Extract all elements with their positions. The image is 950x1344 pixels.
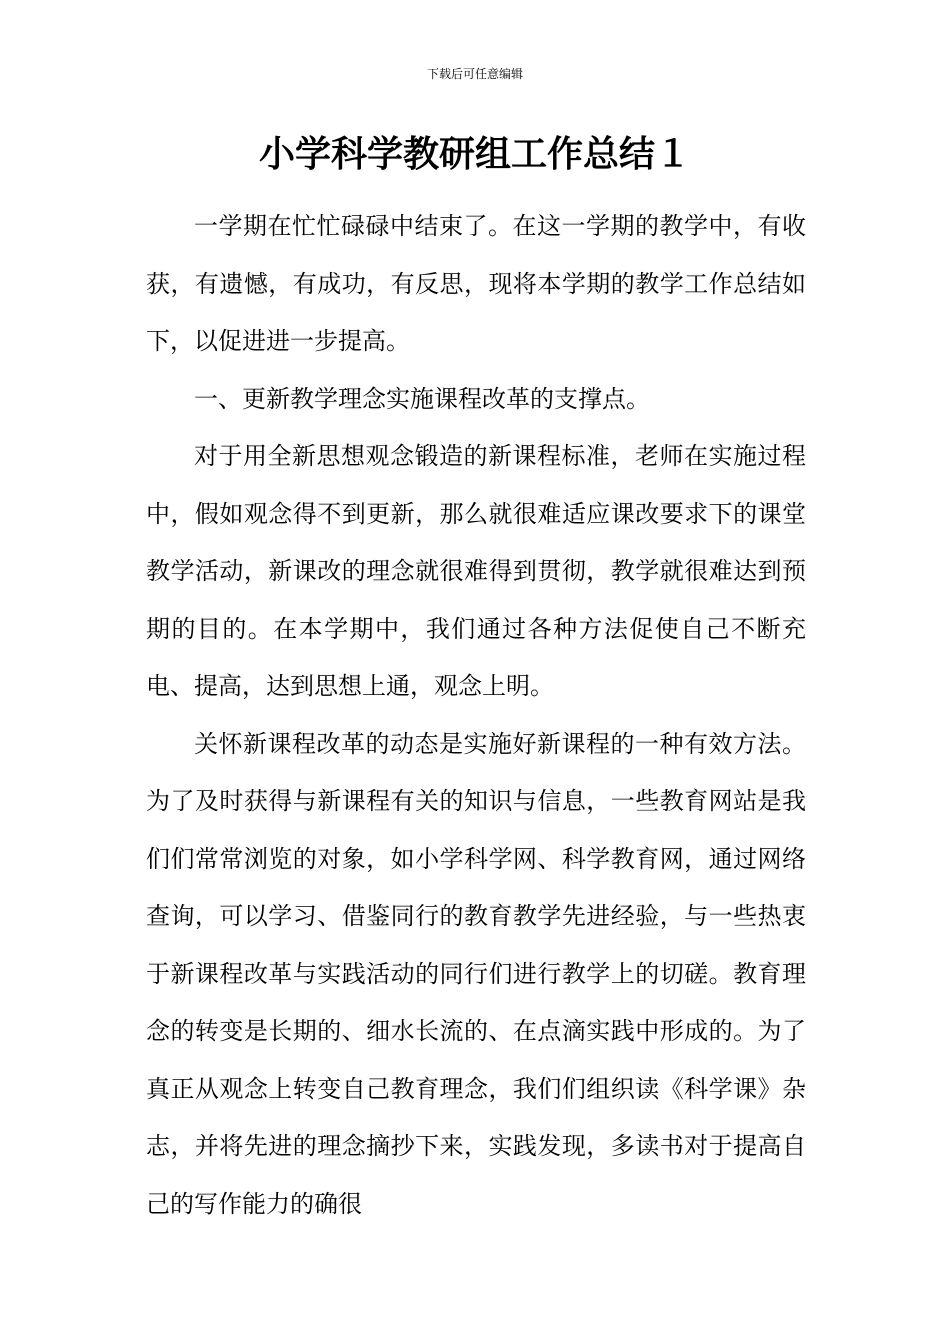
paragraph-curriculum-reform: 关怀新课程改革的动态是实施好新课程的一种有效方法。为了及时获得与新课程有关的知识与信息，一些教育网站是我们们常常浏览的对象，如小学科学网、科学教育网，通过网络查询，可以学习、借鉴同行的教育教学先进经验，与一些热衷于新课程改革与实践活动的同行们进行教学上的切磋。教育理念的转变是长期的、细水长流的、在点滴实践中形成的。为了真正从观念上转变自己教育理念，我们们组织读《科学课》杂志，并将先进的理念摘抄下来，实践发现，多读书对于提高自己的写作能力的确很 — [146, 729, 806, 1218]
page-title: 小学科学教研组工作总结１ — [258, 133, 691, 175]
header-note: 下载后可任意编辑 — [426, 67, 523, 81]
paragraph-intro: 一学期在忙忙碌碌中结束了。在这一学期的教学中，有收获，有遗憾，有成功，有反思，现将本学期的教学工作总结如下，以促进进一步提高。 — [146, 212, 806, 355]
section-heading-1: 一、更新教学理念实施课程改革的支撑点。 — [194, 384, 650, 413]
document-body — [146, 198, 806, 1233]
paragraph-concept-update: 对于用全新思想观念锻造的新课程标准，老师在实施过程中，假如观念得不到更新，那么就很难适应课改要求下的课堂教学活动，新课改的理念就很难得到贯彻，教学就很难达到预期的目的。在本学期中，我们通过各种方法促使自己不断充电、提高，达到思想上通，观念上明。 — [146, 442, 806, 700]
